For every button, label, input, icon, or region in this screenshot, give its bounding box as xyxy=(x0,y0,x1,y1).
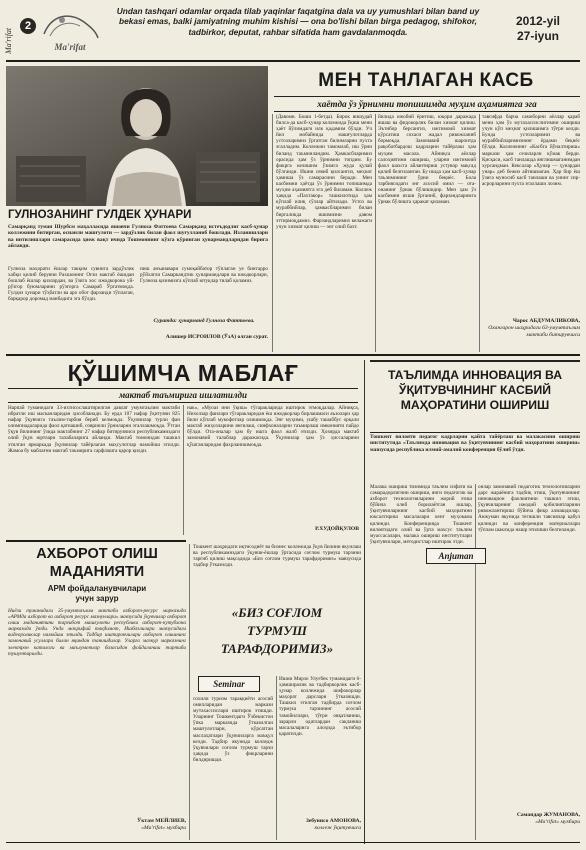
axborot-subtitle-line-2: учун зарур xyxy=(75,594,119,603)
axborot-author: Ўктам МЕЙЛИЕВ, xyxy=(137,818,186,824)
innovation-lead: Тошкент вилояти педагог кадрларни қайта тайёрлаш ва малакасини ошириш институтида «Таълимда инновация ва ўқитувчининг касбий маҳоратини ошириш» мавзусида республика илмий-амалий конференция бўлиб ўтди. xyxy=(370,434,580,453)
col-divider-2 xyxy=(375,114,376,352)
masthead-vertical-label: Ma'rifat xyxy=(4,27,13,54)
axborot-divider xyxy=(189,544,190,840)
innovation-author: Самандар ЖУМАНОВА, xyxy=(516,812,580,818)
axborot-subtitle-line-1: АРМ фойдаланувчилари xyxy=(47,584,147,593)
photo-caption-lead: Самарқанд туман Шурбсм маҳалласида яшовчи Гулноза Фаттоева Самарқанд истеъдодлиг касб-ҳунар коллежини битирган, оснанли машғулоти — зардўзлик билан фаол шуғулланиб бошлади. Изланишлари ва интилишлари самарасида ҳиеж вақт ичида Тошмоннинг кўзга кўринган ҳунармандларидан бирига айланди. xyxy=(8,224,268,250)
axborot-title-line-1: АХБОРОТ ОЛИШ xyxy=(36,546,158,562)
masthead-logo xyxy=(40,8,100,42)
mablag-author: Р.ХУДОЙҚУЛОВ xyxy=(315,526,359,532)
header-divider xyxy=(6,60,580,62)
mablag-col-divider xyxy=(183,405,184,535)
photo-story-col-2: ниш анъанавари сумоқайбатор тўплаган уе бинтарро рўйхатли Самаркандтик ҳунармандлари ва ижодкорлари, Гулноза қизимизга кўплаб ютуқлар тилаб қоламиз. xyxy=(140,266,268,285)
soglom-lead: Тошкент шаҳридаги иқтисодиёт ва бизнес коллежида ўқув йилини якунлаш ва республикамиздаги ўқувчи-ёшлар ўртасида соғлом турмуш тарзини тарғиб қилиш мақсадида «Биз соғлом турмуш тарафдоримиз» мавзусида тадбир ўтказилди. xyxy=(193,544,361,569)
axborot-author-role: «Ma'rifat» мухбири xyxy=(141,825,186,831)
innovation-author-role: «Ma'rifat» мухбири xyxy=(535,819,580,825)
issue-year: 2012-yil xyxy=(515,14,561,28)
main-article-col-3: йилида ижобий ёритиш, юқори даражада яшаш ва фидокорлик билан хизмат қилиш. Эътибор берсангиз, ижтимоий хизмат кўрсатиш сохаси жадал ривожланиб бормоқда. Замонавий шароитда рақобатбардош кадрларни тайёрлаш ҳам муҳим масала. Айниқса аёллар салоҳиятини ошириш, уларни ижтимоий фаол шахсга айлантириш устувор мақсад қилиб белгиланган. Бу ишда ҳам касб-ҳунар таълимининг ўрни беқиёс. Бола тарбиясидаги энг асосий омил — ота-онанинг ўрнак бўлишидир. Мен ҳам ўз касбимни яхши ўрганиб, фарзандларимга ўрнак бўлишга ҳаракат қиламан. xyxy=(378,114,476,206)
header-tagline: Undan tashqari odamlar orqada tilab yaqinlar faqatgina dala va uy yumushlari bilan band uy bekasi emas, balki jamiyatning muhim kishisi — ona bo'lishi bilan birga pedagog, shifokor, tadbirkor, deputat, rahbar sifatida ham gavdalanmoqda. xyxy=(116,6,480,37)
col-divider-1 xyxy=(272,114,273,352)
main-article-subtitle-bar xyxy=(274,96,580,112)
masthead-logo-text: Ma'rifat xyxy=(54,42,86,52)
innovation-title-box xyxy=(370,360,580,433)
axborot-title-line-2: МАДАНИЯТИ xyxy=(49,564,145,580)
masthead xyxy=(0,0,586,62)
mablag-col-right: нак», «Муоаз ини ўқиш» тўгаракларида иштирок этмоқдалар. Айниқса, Нихолзар фанлари тўгаракларидан ёш ижодкорлар бирлашмаси аъзолари ҳар йили кўплаб мукофотлар олишмоқда. Энг муҳими, ушбу ташаббус орқали мактаб жиҳозларини янгилаш, синфхоналарни таъмирлаш имконияти пайдо бўлди. Ота-оналар ҳам бу ишга фаол жалб этилди. Ҳозирда мактаб замонавий талаблар даражасида. Ўқувчилар ҳам ўз ҳиссаларини қўшганларидан фахрланишмоқда. xyxy=(187,405,359,448)
bottom-rule xyxy=(6,842,580,843)
main-article-col-4: тавсифда барча самоборни аёллар қараб мени ҳам ўз мутахассислигимни ошириш учун кўп меҳнат қилишимга тўғри келди. Бунда устозларимиз ва мураббийларимизнинг ёрдами беқиёс бўлди. Коллежнинг «Касбга йўналтириш» маркази ҳам сезиларли кўмак берди. Қисқаси, касб танлашда янглишмаганимдан хурсандман. Кексалар «Ҳунар — ҳунардан унар» деб бежиз айтишмаган. Ҳар бир ёш ўзига муносиб касб танлаши ва унинг сир-асрорларини пухта эгаллаши лозим. xyxy=(482,114,580,188)
mablag-subtitle: мактаб таъмирига ишлатилди xyxy=(118,390,248,400)
col-divider-3 xyxy=(479,114,480,352)
vertical-divider-right-block xyxy=(364,360,365,844)
axborot-body: Ниёзи туманидаги 35-умумтаълим мактаби ахборот-ресурс марказида «АРМда ахборот ва ахборот ресурс мазнунлари» мавзусида ўқувчилар ахборот олиш маданиятини тарғибот машғулоти республика ахборот-кутубхона марказида ўтди. Унда маърифий тақдимот, Ишбаъзилари мавзусидаги видеороликлар намойиш этилди. Тадбир иштирокчилари ахборот олишнинг замонавий усуллари билан яқиндан танишдилар. Уларга мазкур марказнинг электрон каталоги ва маълумотлар базасидан фойдаланиш тартиби тушунтирилди. xyxy=(8,608,186,657)
main-article-photo xyxy=(6,66,268,206)
mablag-subtitle-bar xyxy=(8,388,358,403)
main-article-col-2: (Давоми. Боши 1-бетда). Бирок вишудай билса-да касб-ҳунар коллежида ўқиш мени ҳаёт йўлимдаги илк қадамим бўлди. Уч йил мобайнида машғулотларда устозларимиз ўргатган билимларни пухта эгалладим. Коллежни тамомлаб, иш ўрни биланд таъминландим. Ҳамкасбларимиз орасида ҳам ўз ўрнимни топдим. Бу фикрга келишим ўзимга жуда қулай бўлганди. Ишни севиб қилсангиз, меҳнат ҳамиша ўз самарасини беради. Мен касбимни ҳаётда ўз ўрнимни топишимда муҳим аҳамиятга эга деб биламан. Коллеж ҳақида «Пахтакор» ташкилотида ҳам кўплаб илиқ сўзлар айтилади. Устоз ва мураббийлар, ҳамкасбларимиз билан биргаликда ишимизни давом эттирмоқдамиз. Фарзандларимиз келажаги учун хизмат қилиш — энг олий бахт. xyxy=(276,114,372,230)
innovation-col-divider xyxy=(475,484,476,840)
soglom-title-line-1: «БИЗ СОҒЛОМ xyxy=(231,605,323,620)
mablag-col-left: Нарпай туманидаги 33-ихтисослаштирилган давлат умумтаълим мактаби ибратли иш масканларидан ҳисобланади. Бу ерда 107 нафар ўқитувчи 825 нафар ўқувчига таълим-тарбия бериб келмоқда. Ўқувчилар турли фан олимпиадаларида фаол қатнашиб, совринли ўринларни эгаллашмоқда. Ўтган ўқув йилининг ўзида мактабнинг 27 нафар битирувчиси республикамиздаги олий ўқув юртлари талабаларига айланди. Мактаб томонидан ташкил этилган ярмаркада ўқувчилар тайёрлаган маҳсулотлар намойиш этилди. Жамоа бу маблағни мактаб таъмирига сарфлашга қарор қилди. xyxy=(8,405,180,454)
innovation-title-line-1: ТАЪЛИМДА ИННОВАЦИЯ ВА xyxy=(387,368,563,382)
main-article-author: Чарос АБДУМАЛИКОВА, xyxy=(512,318,580,324)
soglom-title-box xyxy=(196,604,358,672)
innovation-title-line-3: МАҲОРАТИНИ ОШИРИШ xyxy=(400,398,550,412)
main-article-title: МЕН ТАНЛАГАН КАСБ xyxy=(318,70,534,91)
seminar-tag: Seminar xyxy=(198,676,260,692)
main-article-author-role: Охангарон шаҳридаги 63-умумтаълим мактаби битирувчиси xyxy=(488,325,580,338)
photo-author: Алишер ИСРОИЛОВ (ЎзА) олган сурат. xyxy=(165,334,268,340)
photo-signature: Суратда: ҳунарманд Гулноза Фаттоева. xyxy=(153,318,255,324)
innovation-col-right: онлар замонавий педагогик технологияларни дарс жараёнига тадбиқ этиш, ўқитувчининг инновацион фаолиятини ташкил этиш, ўқувчиларнинг ижодий қобилиятларини ривожлантириш бўйича фикр алмашдилар. Анжуман якунида тегишли тавсиялар қабул қилинди ва конференция материаллари тўплам шаклида нашр этилиши белгиланди. xyxy=(478,484,580,533)
main-article-subtitle: хаётда ўз ўрнимни топишимда муҳим аҳамиятга эга xyxy=(317,99,537,109)
soglom-author-role: коллеж ўқитувчиси xyxy=(314,825,361,831)
soglom-title-line-2: ТУРМУШ xyxy=(247,623,307,638)
section-divider-1 xyxy=(6,354,580,356)
innovation-title-line-2: ЎҚИТУВЧИНИНГ КАСБИЙ xyxy=(398,383,552,397)
mablag-title: ҚЎШИМЧА МАБЛАҒ xyxy=(67,360,299,386)
photo-story-col-1: Гулноза маҳорати ёшлар такқим сувинга зардўзлик хабқи қилиб берувчи Рахшонинг Оғзи мактаб ёшидан бошлаб ёшлар қизлардан, ва ўзига хос ижодкорона уй-рўзгор буюмларини рўзғорга Самараб Ўргатмоқда. Гулдиз ҳунари тўҳбатли ва аро обот фарзанди тўплаган, барқарор доромад манбадига эга бўлди. xyxy=(8,266,134,303)
page-number-badge: 2 xyxy=(20,18,36,34)
anjuman-tag: Anjuman xyxy=(426,548,486,564)
soglom-col-divider xyxy=(276,676,277,840)
soglom-col-left: сохили туризм тараққиёти асосий омилларидан маркази мутахассислари иштирок этишди. Уларнинг Тошкентдаги Ўзбекистон ўпка марказида ўтказилган машғулотлари, кўрсатган маслаҳатлари ўқувчиларга маъқул келди. Тадбир якунида колледж ўқувчилари соғлом турмуш тарзи ҳақида ўз фикрларини билдиришди. xyxy=(193,696,273,763)
soglom-title-line-3: ТАРАФДОРИМИЗ» xyxy=(220,641,334,656)
issue-date: 27-iyun xyxy=(516,29,559,43)
section-divider-2 xyxy=(6,540,186,542)
soglom-author: Зебунисо АМОНОВА, xyxy=(305,818,361,824)
photo-caption-title: ГУЛНОЗАНИНГ ГУЛДЕК ҲУНАРИ xyxy=(8,209,192,221)
soglom-col-right: Ишни Мирзо Улуғбек туманидаги 6-ҳамширалик ва тадбиркорлик касб-ҳунар коллежида шифокорлар маҳорат дарслари ўтказишди. Ташкил этилган тадбирда соғлом турмуш тарзининг асосий тамойиллари, тўғри овқатланиш, зарарли одатлардан сақланиш масалаларига алоҳида эътибор қаратилди. xyxy=(279,676,361,737)
innovation-col-left: Малака ошириш тизимида таълим сифати ва самарадорлигини ошириш, янги педагогик ва ахборот технологияларини жорий этиш бўйича олиб борилаётган ишлар, ўқитувчиларнинг касбий маҳоратини юксалтириш масалалари кенг муҳокама қилинди. Конференцияда Тошкент вилоятидаги олий ва ўрта махсус таълим муассасалари, малака ошириш институтлари ўқитувчилари, методистлар иштирок этди. xyxy=(370,484,472,545)
